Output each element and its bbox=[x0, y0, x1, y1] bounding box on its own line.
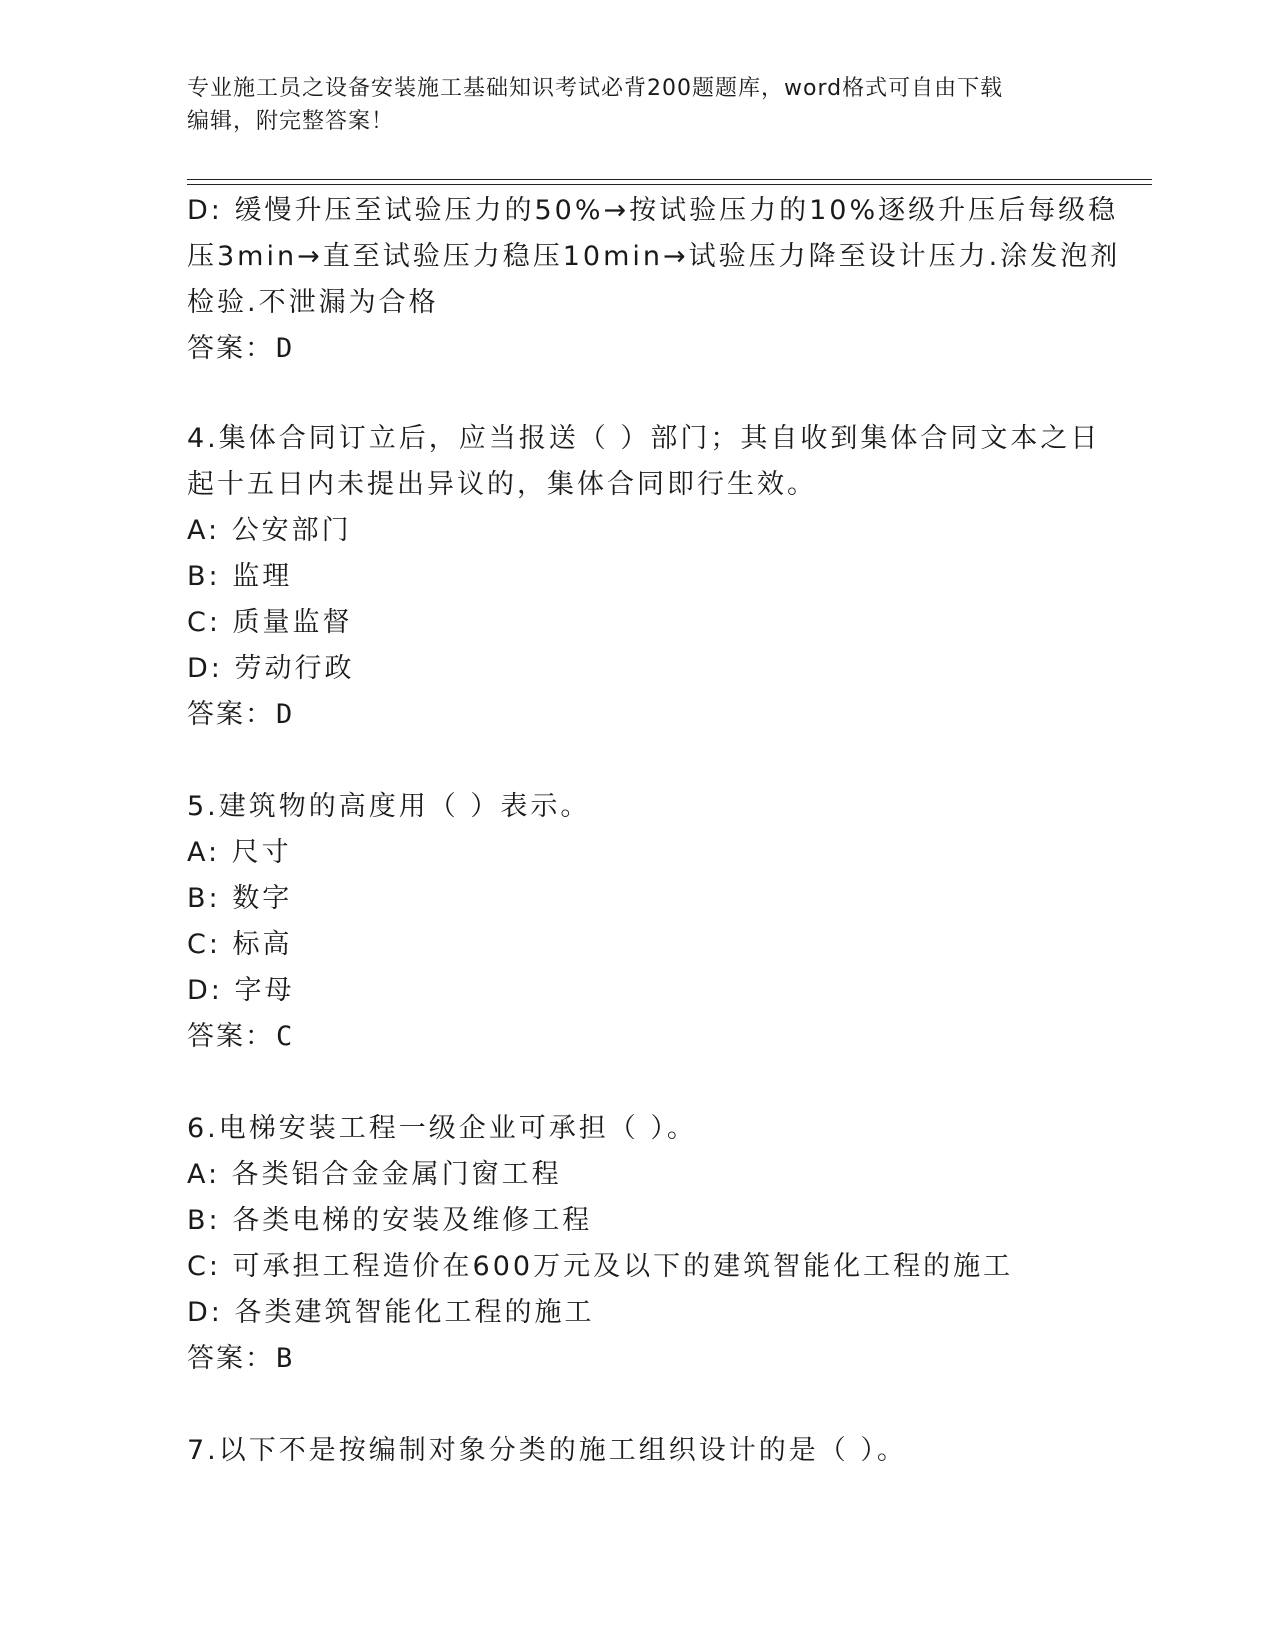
answer-line bbox=[187, 1014, 1087, 1060]
question-block bbox=[187, 416, 1101, 738]
answer-value: B bbox=[276, 1343, 295, 1374]
continued-line: D: 缓慢升压至试验压力的50%→按试验压力的10%逐级升压后每级稳 bbox=[187, 195, 1119, 226]
answer-line bbox=[187, 692, 1087, 738]
option-c: C: 可承担工程造价在600万元及以下的建筑智能化工程的施工 bbox=[187, 1251, 1014, 1282]
question-text: 起十五日内未提出异议的，集体合同即行生效。 bbox=[187, 469, 817, 500]
answer-value: D bbox=[276, 699, 295, 730]
answer-label: 答案： bbox=[187, 1343, 274, 1374]
answer-line bbox=[187, 1336, 1087, 1382]
question-text: 7.以下不是按编制对象分类的施工组织设计的是（ ）。 bbox=[187, 1435, 907, 1466]
question-block bbox=[187, 784, 1087, 1060]
answer-value: D bbox=[276, 333, 295, 364]
option-b: B: 各类电梯的安装及维修工程 bbox=[187, 1205, 593, 1236]
continued-line: 检验.不泄漏为合格 bbox=[187, 287, 439, 318]
option-d: D: 劳动行政 bbox=[187, 653, 355, 684]
answer-value: C bbox=[276, 1021, 295, 1052]
option-d: D: 字母 bbox=[187, 975, 295, 1006]
option-a: A: 公安部门 bbox=[187, 515, 352, 546]
option-c: C: 标高 bbox=[187, 929, 293, 960]
header-title-line-1: 专业施工员之设备安装施工基础知识考试必背200题题库，word格式可自由下载 bbox=[187, 76, 1004, 101]
option-b: B: 监理 bbox=[187, 561, 293, 592]
question-block bbox=[187, 1428, 1087, 1474]
option-d: D: 各类建筑智能化工程的施工 bbox=[187, 1297, 595, 1328]
answer-label: 答案： bbox=[187, 1021, 274, 1052]
question-text: 6.电梯安装工程一级企业可承担（ ）。 bbox=[187, 1113, 697, 1144]
document-body bbox=[187, 188, 1121, 1474]
option-c: C: 质量监督 bbox=[187, 607, 353, 638]
option-a: A: 尺寸 bbox=[187, 837, 292, 868]
answer-label: 答案： bbox=[187, 699, 274, 730]
header-title-line-2: 编辑，附完整答案！ bbox=[187, 109, 395, 134]
option-b: B: 数字 bbox=[187, 883, 293, 914]
continued-option-d bbox=[187, 188, 1121, 326]
question-text: 5.建筑物的高度用（ ）表示。 bbox=[187, 791, 591, 822]
option-a: A: 各类铝合金金属门窗工程 bbox=[187, 1159, 562, 1190]
header-divider-top bbox=[187, 179, 1152, 180]
continued-line: 压3min→直至试验压力稳压10min→试验压力降至设计压力.涂发泡剂 bbox=[187, 241, 1121, 272]
answer-label: 答案： bbox=[187, 333, 274, 364]
question-text: 4.集体合同订立后，应当报送（ ）部门；其自收到集体合同文本之日 bbox=[187, 423, 1101, 454]
header-divider-bottom bbox=[187, 184, 1152, 185]
question-block bbox=[187, 1106, 1087, 1382]
document-header bbox=[187, 72, 1087, 138]
answer-line bbox=[187, 326, 1087, 372]
